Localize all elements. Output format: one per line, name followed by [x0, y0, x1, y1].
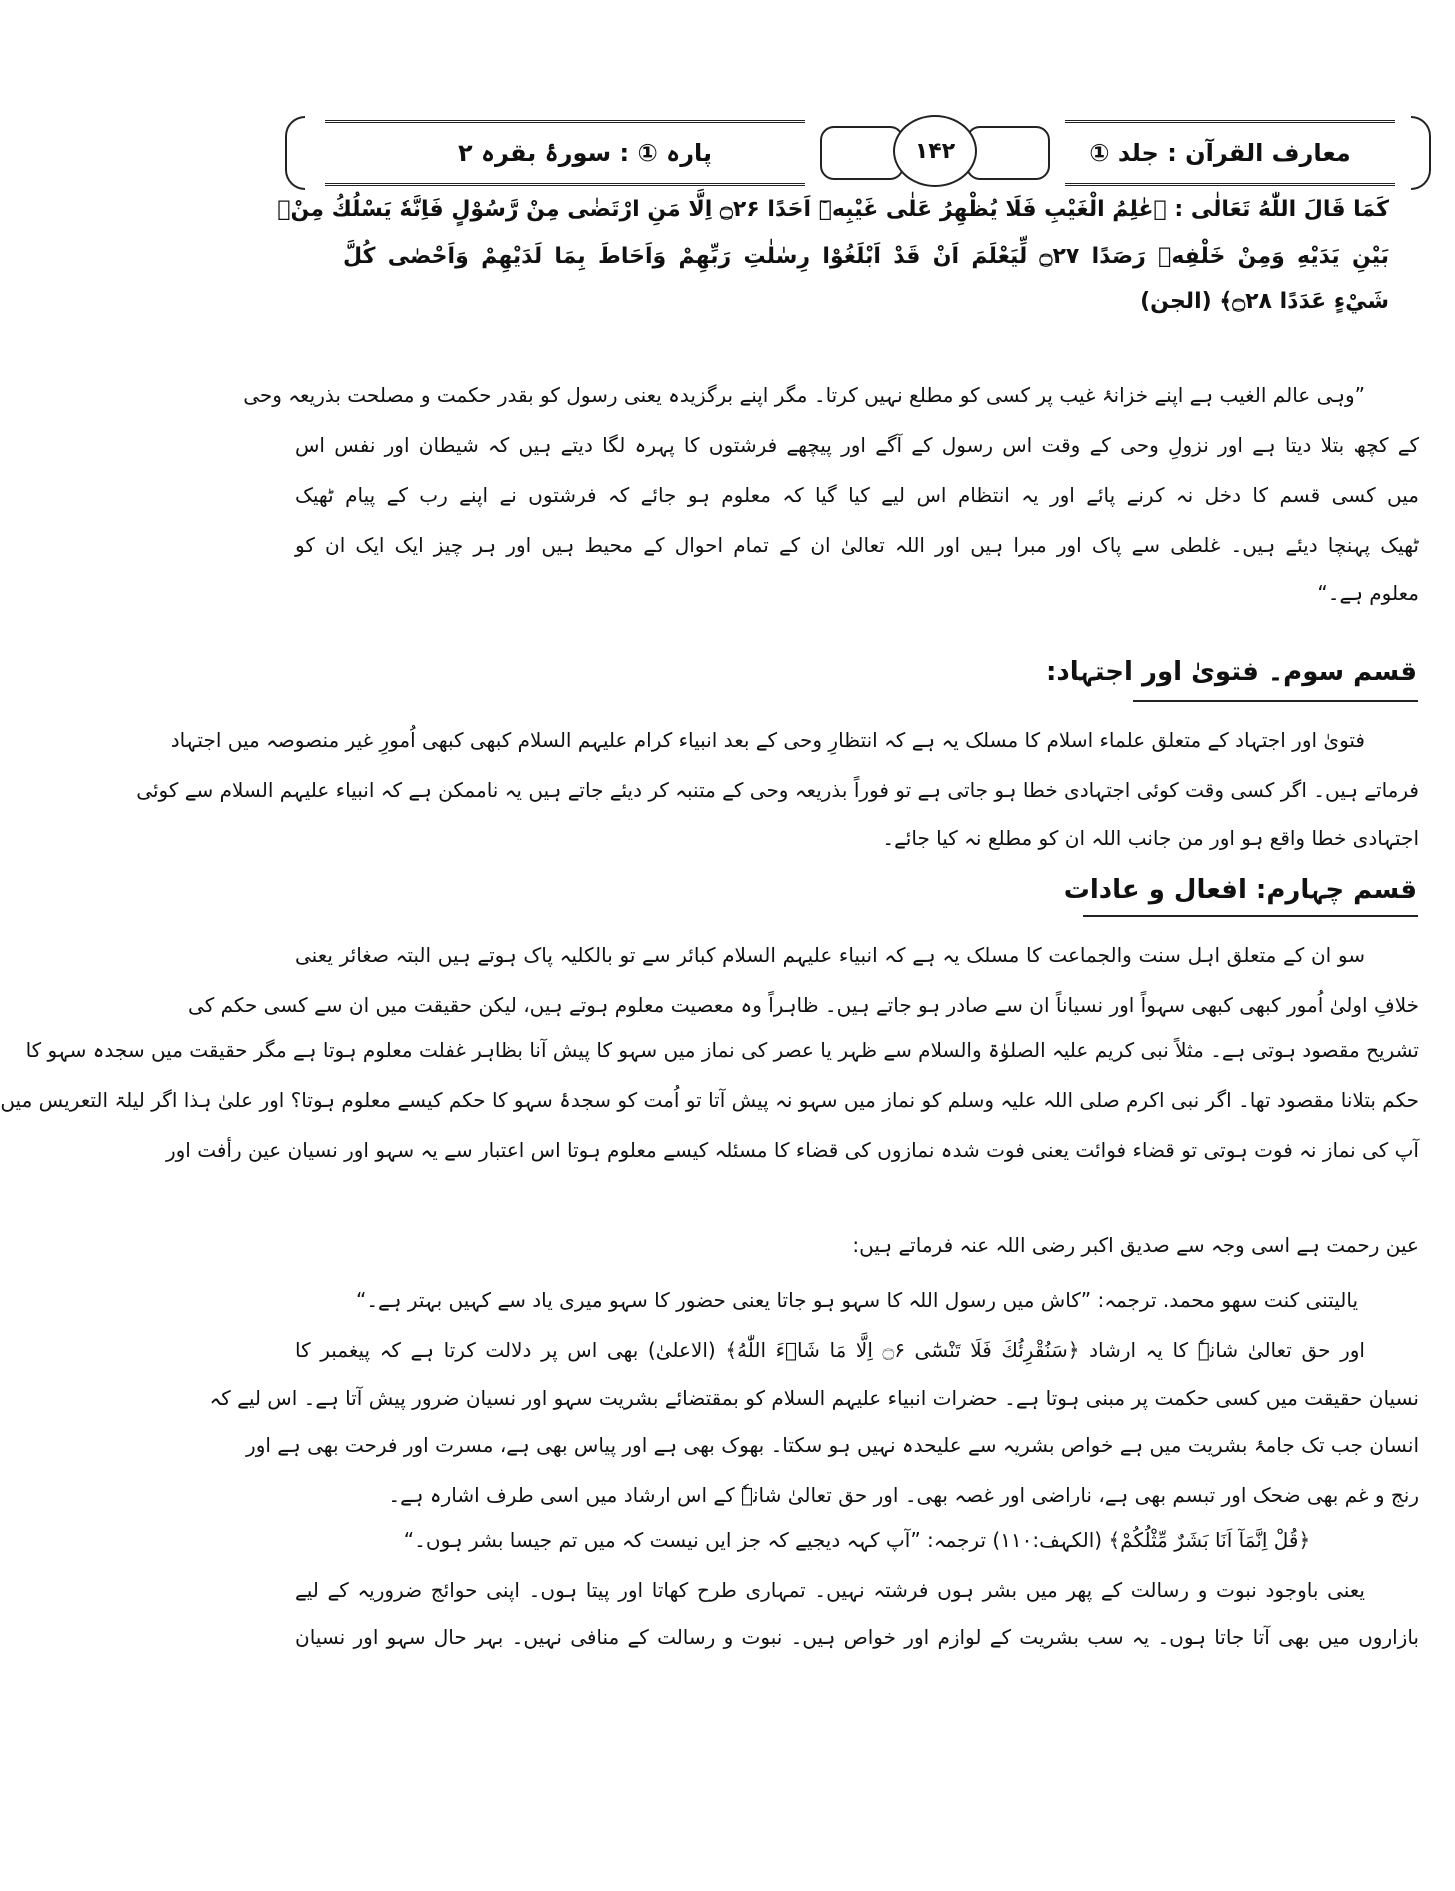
text-line: حکم بتلانا مقصود تھا۔ اگر نبی اکرم صلی اللہ علیہ وسلم کو نماز میں سہو نہ پیش آتا تو اُمت کو سجدۂ سہو کا حکم کیسے معلوم ہوتا؟ اور علیٰ ہذا اگر لیلۃ التعریس میں: [0, 1088, 1419, 1112]
heading-underline: [1133, 700, 1418, 702]
text-line: معلوم ہے۔“: [1317, 581, 1419, 605]
text-line: کے کچھ بتلا دیتا ہے اور نزولِ وحی کے وقت اس رسول کے آگے اور پیچھے فرشتوں کا پہرہ لگا دیتے ہیں کہ شیطان اور نفس اس: [295, 433, 1419, 457]
arabesque-ornament-icon: [966, 126, 1050, 180]
text-line: سو ان کے متعلق اہل سنت والجماعت کا مسلک یہ ہے کہ انبیاء علیہم السلام کبائر سے تو بالکلیہ پاک ہوتے ہیں البتہ صغائر یعنی: [295, 943, 1365, 967]
section-box: [325, 120, 805, 186]
quran-verse-line: شَيْءٍ عَدَدًا ۝۲۸﴾ (الجن): [1140, 289, 1389, 314]
heading-underline: [1083, 915, 1418, 917]
quote-line: یالیتنی کنت سهو محمد. ترجمہ: ”کاش میں رسول اللہ کا سہو ہو جاتا یعنی حضور کا سہو میری یاد سے کہیں بہتر ہے۔“: [355, 1288, 1359, 1312]
arabesque-ornament-icon: [820, 126, 904, 180]
quote-line: ﴿قُلْ اِنَّمَآ اَنَا بَشَرٌ مِّثْلُكُمْ﴾ (الکہف:۱۱۰) ترجمہ: ”آپ کہہ دیجیے کہ جز ایں نیست کہ میں تم جیسا بشر ہوں۔“: [403, 1528, 1311, 1552]
book-title-box: [1065, 120, 1395, 186]
text-line: یعنی باوجود نبوت و رسالت کے پھر میں بشر ہوں فرشتہ نہیں۔ تمہاری طرح کھاتا اور پیتا ہوں۔ اپنی حوائج ضروریہ کے لیے: [295, 1578, 1365, 1602]
text-line: عین رحمت ہے اسی وجہ سے صدیق اکبر رضی اللہ عنہ فرماتے ہیں:: [852, 1233, 1419, 1257]
quran-verse-line: كَمَا قَالَ اللّٰهُ تَعَالٰى : ﴿عٰلِمُ الْغَيْبِ فَلَا يُظْهِرُ عَلٰى غَيْبِهٖٓ اَحَدًا ۝۲۶ اِلَّا مَنِ ارْتَضٰى مِنْ رَّسُوْلٍ فَاِنَّهٗ يَسْلُكُ مِنْۢ: [277, 197, 1389, 222]
text-line: اجتہادی خطا واقع ہو اور من جانب اللہ ان کو مطلع نہ کیا جائے۔: [882, 826, 1419, 850]
text-line: فتویٰ اور اجتہاد کے متعلق علماء اسلام کا مسلک یہ ہے کہ انتظارِ وحی کے بعد انبیاء کرام علیہم السلام کبھی کبھی اُمورِ غیر منصوصہ میں اجتہاد: [170, 728, 1365, 752]
text-line: خلافِ اولیٰ اُمور کبھی کبھی سہواً اور نسیاناً ان سے صادر ہو جاتے ہیں۔ ظاہراً وہ معصیت معلوم ہوتے ہیں، لیکن حقیقت میں ان سے کسی حکم کی: [188, 993, 1419, 1017]
page-number-ornament: [820, 116, 1050, 186]
text-line: انسان جب تک جامۂ بشریت میں ہے خواص بشریہ سے علیحدہ نہیں ہو سکتا۔ بھوک بھی ہے اور پیاس بھی ہے، مسرت اور فرحت بھی ہے اور: [246, 1433, 1419, 1457]
text-line: بازاروں میں بھی آتا جاتا ہوں۔ یہ سب بشریت کے لوازم اور خواص ہیں۔ نبوت و رسالت کے منافی نہیں۔ بہر حال سہو اور نسیان: [295, 1625, 1419, 1649]
text-line: تشریح مقصود ہوتی ہے۔ مثلاً نبی کریم علیہ الصلوٰۃ والسلام سے ظہر یا عصر کی نماز میں سہو کا پیش آنا بظاہر غفلت معلوم ہوتا ہے مگر حقیقت میں سجدہ سہو کا: [25, 1038, 1419, 1062]
text-line: رنج و غم بھی ضحک اور تبسم بھی ہے، ناراضی اور غصہ بھی۔ اور حق تعالیٰ شانہٗ کے اس ارشاد میں اسی طرف اشارہ ہے۔: [388, 1483, 1419, 1507]
page-number: ۱۴۲: [893, 115, 977, 187]
text-line: فرماتے ہیں۔ اگر کسی وقت کوئی اجتہادی خطا ہو جاتی ہے تو فوراً بذریعہ وحی کے متنبہ کر دیئے جاتے ہیں یہ ناممکن ہے کہ انبیاء علیہم السلام سے کوئی: [136, 778, 1419, 802]
text-line: میں کسی قسم کا دخل نہ کرنے پائے اور یہ انتظام اس لیے کیا گیا کہ معلوم ہو جائے کہ فرشتوں نے اپنے رب کے پیام ٹھیک: [295, 483, 1419, 507]
text-line: ٹھیک پہنچا دیئے ہیں۔ غلطی سے پاک اور مبرا ہیں اور اللہ تعالیٰ ان کے تمام احوال کے محیط ہیں اور ہر چیز ایک ایک ان کو: [295, 533, 1419, 557]
header-bracket-ornament: [1411, 116, 1431, 190]
book-title: معارف القرآن : جلد ①: [1089, 139, 1351, 167]
text-line: اور حق تعالیٰ شانہٗ کا یہ ارشاد ﴿سَنُقْرِئُكَ فَلَا تَنْسٰٓى ۝۶ اِلَّا مَا شَاۗءَ اللّٰهُ﴾ (الاعلیٰ) بھی اس پر دلالت کرتا ہے کہ پیغمبر کا: [295, 1338, 1365, 1362]
text-line: آپ کی نماز نہ فوت ہوتی تو قضاء فوائت یعنی فوت شدہ نمازوں کی قضاء کا مسئلہ کیسے معلوم ہوتا اس اعتبار سے یہ سہو اور نسیان عین رأفت اور: [165, 1138, 1419, 1162]
section-heading: قسم چہارم: افعال و عادات: [1063, 875, 1417, 905]
text-line: نسیان حقیقت میں کسی حکمت پر مبنی ہوتا ہے۔ حضرات انبیاء علیہم السلام کو بمقتضائے بشریت سہو اور نسیان ضرور پیش آتا ہے۔ اس لیے کہ: [209, 1386, 1419, 1410]
section-heading: قسم سوم۔ فتویٰ اور اجتہاد:: [1045, 657, 1417, 687]
quran-verse-line: بَيْنِ يَدَيْهِ وَمِنْ خَلْفِهٖ رَصَدًا ۝۲۷ لِّيَعْلَمَ اَنْ قَدْ اَبْلَغُوْا رِسٰلٰتِ رَبِّهِمْ وَاَحَاطَ بِمَا لَدَيْهِمْ وَاَحْصٰى كُلَّ: [343, 244, 1389, 269]
header-bracket-ornament: [285, 116, 305, 190]
text-line: ”وہی عالم الغیب ہے اپنے خزانۂ غیب پر کسی کو مطلع نہیں کرتا۔ مگر اپنے برگزیدہ یعنی رسول کو بقدر حکمت و مصلحت بذریعہ وحی: [243, 383, 1365, 407]
running-header: [285, 112, 1431, 192]
section-label: پارہ ① : سورۂ بقرہ ۲: [457, 139, 713, 167]
